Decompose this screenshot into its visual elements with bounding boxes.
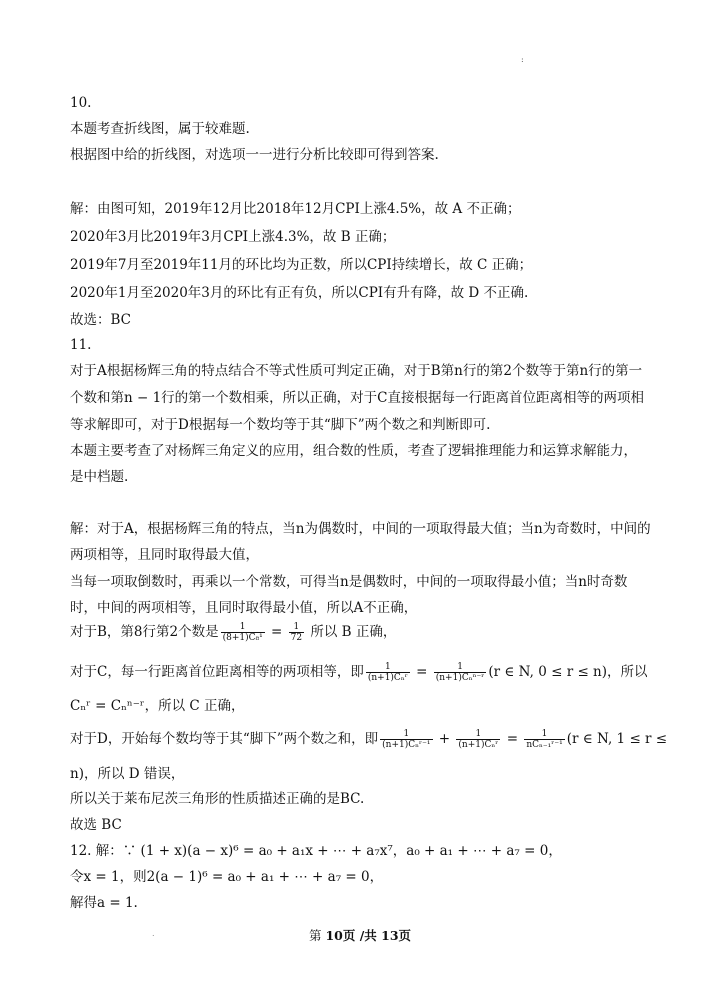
equals-sign: = [416, 664, 428, 680]
page-footer [0, 926, 720, 944]
fraction [221, 622, 265, 643]
solution-line: 两项相等，且同时取得最大值， [70, 547, 259, 563]
analysis-line: 是中档题. [70, 469, 129, 485]
solution-line-d [70, 729, 667, 750]
fraction-denominator: (n+1)Cₙʳ [458, 740, 499, 750]
analysis-line: 对于A根据杨辉三角的特点结合不等式性质可判定正确，对于B第n行的第2个数等于第n行的第一 [70, 363, 643, 379]
fraction-denominator: (n+1)Cₙⁿ⁻ʳ [435, 673, 485, 683]
fraction-numerator: 1 [524, 729, 564, 740]
solution-line: 令x = 1，则2(a − 1)⁶ = a₀ + a₁ + ⋯ + a₇ = 0， [70, 869, 384, 885]
solution-line: 2020年3月比2019年3月CPI上涨4.3%，故 B 正确； [70, 229, 396, 245]
solution-line: 2020年1月至2020年3月的环比有正有负，所以CPI有升有降，故 D 不正确. [70, 285, 529, 301]
solution-line-c [70, 662, 648, 683]
solution-line: 2019年7月至2019年11月的环比均为正数，所以CPI持续增长，故 C 正确； [70, 257, 533, 273]
plus-sign: + [438, 731, 451, 747]
fraction-denominator: (n+1)Cₙʳ [367, 673, 408, 683]
line-suffix: (r ∈ N, 0 ≤ r ≤ n)，所以 [488, 664, 648, 680]
bottom-dot: . [152, 929, 155, 938]
solution-line: 当每一项取倒数时，再乘以一个常数，可得当n是偶数时，中间的一项取得最小值；当n时奇数 [70, 574, 628, 590]
equals-sign: = [271, 624, 283, 640]
fraction [524, 729, 564, 750]
fraction-numerator: 1 [289, 622, 304, 633]
solution-line: 解：由图可知，2019年12月比2018年12月CPI上涨4.5%，故 A 不正确； [70, 201, 521, 217]
fraction [289, 622, 304, 643]
footer-prefix: 第 [308, 928, 326, 943]
fraction [456, 729, 500, 750]
solution-line: Cₙʳ = Cₙⁿ⁻ʳ，所以 C 正确， [70, 698, 245, 714]
question-12-line: 12. 解：∵ (1 + x)(a − x)⁶ = a₀ + a₁x + ⋯ + a₇x⁷，a₀ + a₁ + ⋯ + a₇ = 0， [70, 843, 562, 859]
question-10-number: 10. [70, 95, 92, 111]
fraction-numerator: 1 [434, 662, 487, 673]
analysis-line: 本题主要考查了对杨辉三角定义的应用，组合数的性质，考查了逻辑推理能力和运算求解能力， [70, 443, 637, 459]
solution-line-b [70, 622, 396, 643]
fraction-denominator: 72 [290, 633, 303, 643]
solution-line: n)，所以 D 错误， [70, 766, 185, 782]
analysis-line: 等求解即可，对于D根据每一个数均等于其“脚下”两个数之和判断即可. [70, 417, 491, 433]
solution-line: 解得a = 1. [70, 895, 138, 911]
solution-line: 解：对于A，根据杨辉三角的特点，当n为偶数时，中间的一项取得最大值；当n为奇数时，中间的 [70, 521, 651, 537]
fraction-numerator: 1 [366, 662, 410, 673]
line-prefix: 对于D，开始每个数均等于其“脚下”两个数之和，即 [70, 731, 379, 747]
fraction-denominator: nCₙ₋₁ʳ⁻¹ [526, 740, 563, 750]
analysis-line: 个数和第n − 1行的第一个数相乘，所以正确，对于C直接根据每一行距离首位距离相等的两项相 [70, 390, 645, 406]
line-prefix: 对于B，第8行第2个数是 [70, 624, 219, 640]
fraction-numerator: 1 [456, 729, 500, 740]
fraction-denominator: (n+1)Cₙʳ⁻¹ [382, 740, 431, 750]
fraction-numerator: 1 [221, 622, 265, 633]
footer-middle: 页 /共 [342, 928, 382, 943]
fraction [380, 729, 432, 750]
line-suffix: (r ∈ N, 1 ≤ r ≤ [566, 731, 668, 747]
analysis-line: 本题考查折线图，属于较难题. [70, 121, 250, 137]
footer-suffix: 页 [398, 928, 412, 943]
solution-line: 时，中间的两项相等，且同时取得最小值，所以A不正确， [70, 600, 418, 616]
top-mark: : [521, 55, 524, 64]
fraction [366, 662, 410, 683]
question-11-number: 11. [70, 337, 92, 353]
answer-line: 故选 BC [70, 817, 122, 833]
analysis-line: 根据图中给的折线图，对选项一一进行分析比较即可得到答案. [70, 147, 439, 163]
fraction-numerator: 1 [380, 729, 432, 740]
fraction-denominator: (8+1)C₈¹ [222, 633, 263, 643]
current-page-number: 10 [325, 928, 343, 943]
total-pages: 13 [381, 928, 399, 943]
answer-line: 故选：BC [70, 312, 132, 328]
fraction [434, 662, 487, 683]
solution-line: 所以关于莱布尼茨三角形的性质描述正确的是BC. [70, 791, 365, 807]
equals-sign: = [506, 731, 519, 747]
line-suffix: 所以 B 正确， [306, 624, 397, 640]
line-prefix: 对于C，每一行距离首位距离相等的两项相等，即 [70, 664, 364, 680]
